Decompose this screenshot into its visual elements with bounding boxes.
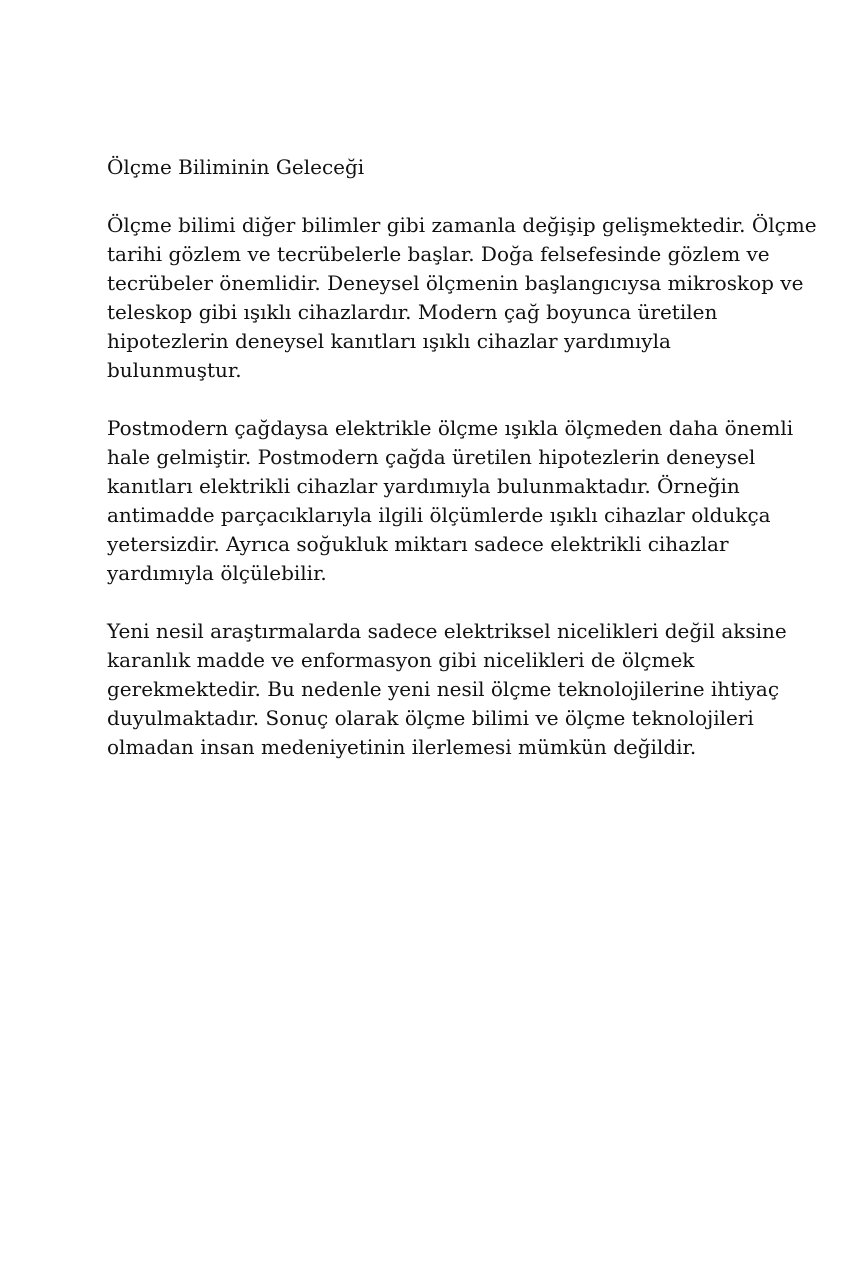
paragraph-1 [107,211,817,385]
paragraph-line: hipotezlerin deneysel kanıtları ışıklı cihazlar yardımıyla [107,329,671,353]
paragraph-line: yardımıyla ölçülebilir. [107,561,327,585]
paragraph-line: duyulmaktadır. Sonuç olarak ölçme bilimi ve ölçme teknolojileri [107,706,754,730]
paragraph-2 [107,414,807,588]
paragraph-line: kanıtları elektrikli cihazlar yardımıyla bulunmaktadır. Örneğin [107,474,740,498]
paragraph-line: karanlık madde ve enformasyon gibi nicelikleri de ölçmek [107,648,695,672]
paragraph-line: gerekmektedir. Bu nedenle yeni nesil ölçme teknolojilerine ihtiyaç [107,677,780,701]
paragraph-line: bulunmuştur. [107,358,242,382]
document-page [107,153,817,791]
paragraph-line: Ölçme bilimi diğer bilimler gibi zamanla değişip gelişmektedir. Ölçme [107,213,817,237]
paragraph-line: tarihi gözlem ve tecrübelerle başlar. Doğa felsefesinde gözlem ve [107,242,770,266]
paragraph-line: hale gelmiştir. Postmodern çağda üretilen hipotezlerin deneysel [107,445,756,469]
paragraph-3 [107,617,807,762]
paragraph-line: yetersizdir. Ayrıca soğukluk miktarı sadece elektrikli cihazlar [107,532,729,556]
paragraph-line: teleskop gibi ışıklı cihazlardır. Modern çağ boyunca üretilen [107,300,718,324]
document-title: Ölçme Biliminin Geleceği [107,155,365,179]
paragraph-line: antimadde parçacıklarıyla ilgili ölçümlerde ışıklı cihazlar oldukça [107,503,771,527]
paragraph-line: tecrübeler önemlidir. Deneysel ölçmenin başlangıcıysa mikroskop ve [107,271,804,295]
paragraph-line: Yeni nesil araştırmalarda sadece elektriksel nicelikleri değil aksine [107,619,787,643]
paragraph-line: olmadan insan medeniyetinin ilerlemesi mümkün değildir. [107,735,697,759]
paragraph-line: Postmodern çağdaysa elektrikle ölçme ışıkla ölçmeden daha önemli [107,416,794,440]
